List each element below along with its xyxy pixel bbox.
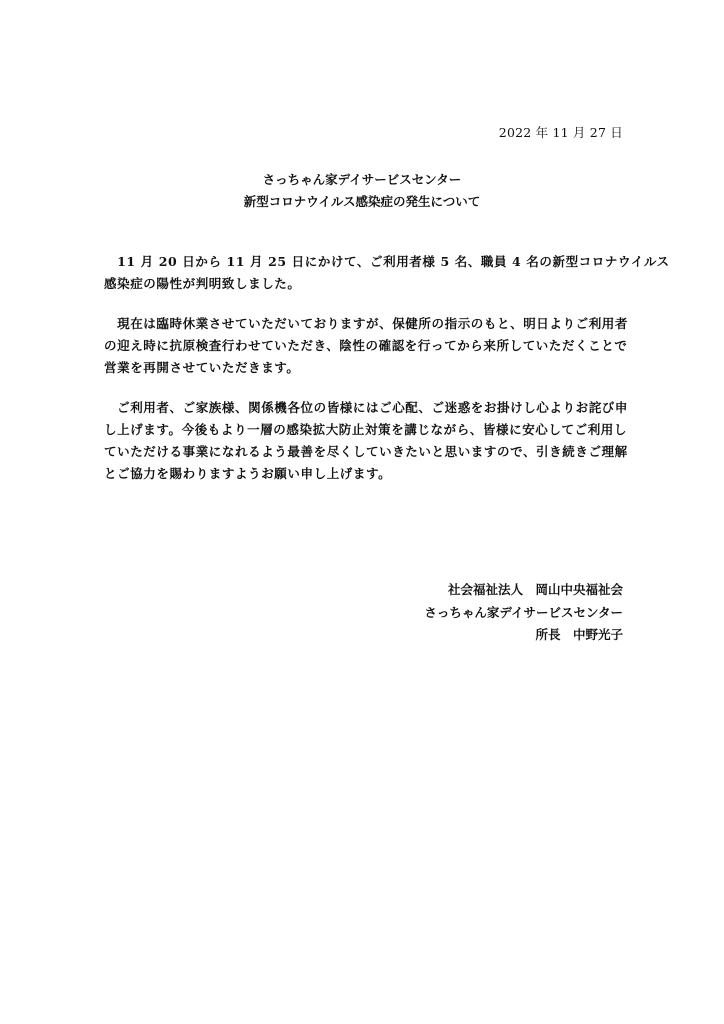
paragraph-line: 現在は臨時休業させていただいておりますが、保健所の指示のもと、明日よりご利用者 bbox=[104, 316, 629, 331]
signature-director: 所長 中野光子 bbox=[535, 627, 623, 642]
paragraph-outbreak bbox=[104, 251, 670, 295]
title-facility-name: さっちゃん家デイサービスセンター bbox=[262, 172, 462, 187]
paragraph-line: 11 月 20 日から 11 月 25 日にかけて、ご利用者様 5 名、職員 4 名の新型コロナウイルス bbox=[104, 254, 670, 269]
paragraph-line: し上げます。今後もより一層の感染拡大防止対策を講じながら、皆様に安心してご利用し bbox=[104, 422, 628, 437]
paragraph-line: の迎え時に抗原検査行わせていただき、陰性の確認を行ってから来所していただくことで bbox=[104, 338, 628, 353]
paragraph-line: ご利用者、ご家族様、関係機各位の皆様にはご心配、ご迷惑をお掛けし心よりお詫び申 bbox=[104, 400, 629, 415]
document-title bbox=[0, 169, 724, 213]
paragraph-line: ていただける事業になれるよう最善を尽くしていきたいと思いますので、引き続きご理解 bbox=[104, 444, 628, 459]
paragraph-line: とご協力を賜わりますようお願い申し上げます。 bbox=[104, 466, 392, 481]
paragraph-line: 営業を再開させていただきます。 bbox=[104, 360, 300, 375]
signature-facility: さっちゃん家デイサービスセンター bbox=[424, 604, 623, 620]
signature-block bbox=[424, 579, 623, 647]
paragraph-apology bbox=[104, 397, 629, 485]
document-body bbox=[104, 251, 670, 503]
document-date: 2022 年 11 月 27 日 bbox=[498, 125, 623, 140]
signature-organization: 社会福祉法人 岡山中央福祉会 bbox=[447, 582, 623, 597]
title-subject: 新型コロナウイルス感染症の発生について bbox=[243, 194, 481, 209]
paragraph-reopening bbox=[104, 313, 629, 379]
paragraph-line: 感染症の陽性が判明致しました。 bbox=[104, 276, 301, 291]
